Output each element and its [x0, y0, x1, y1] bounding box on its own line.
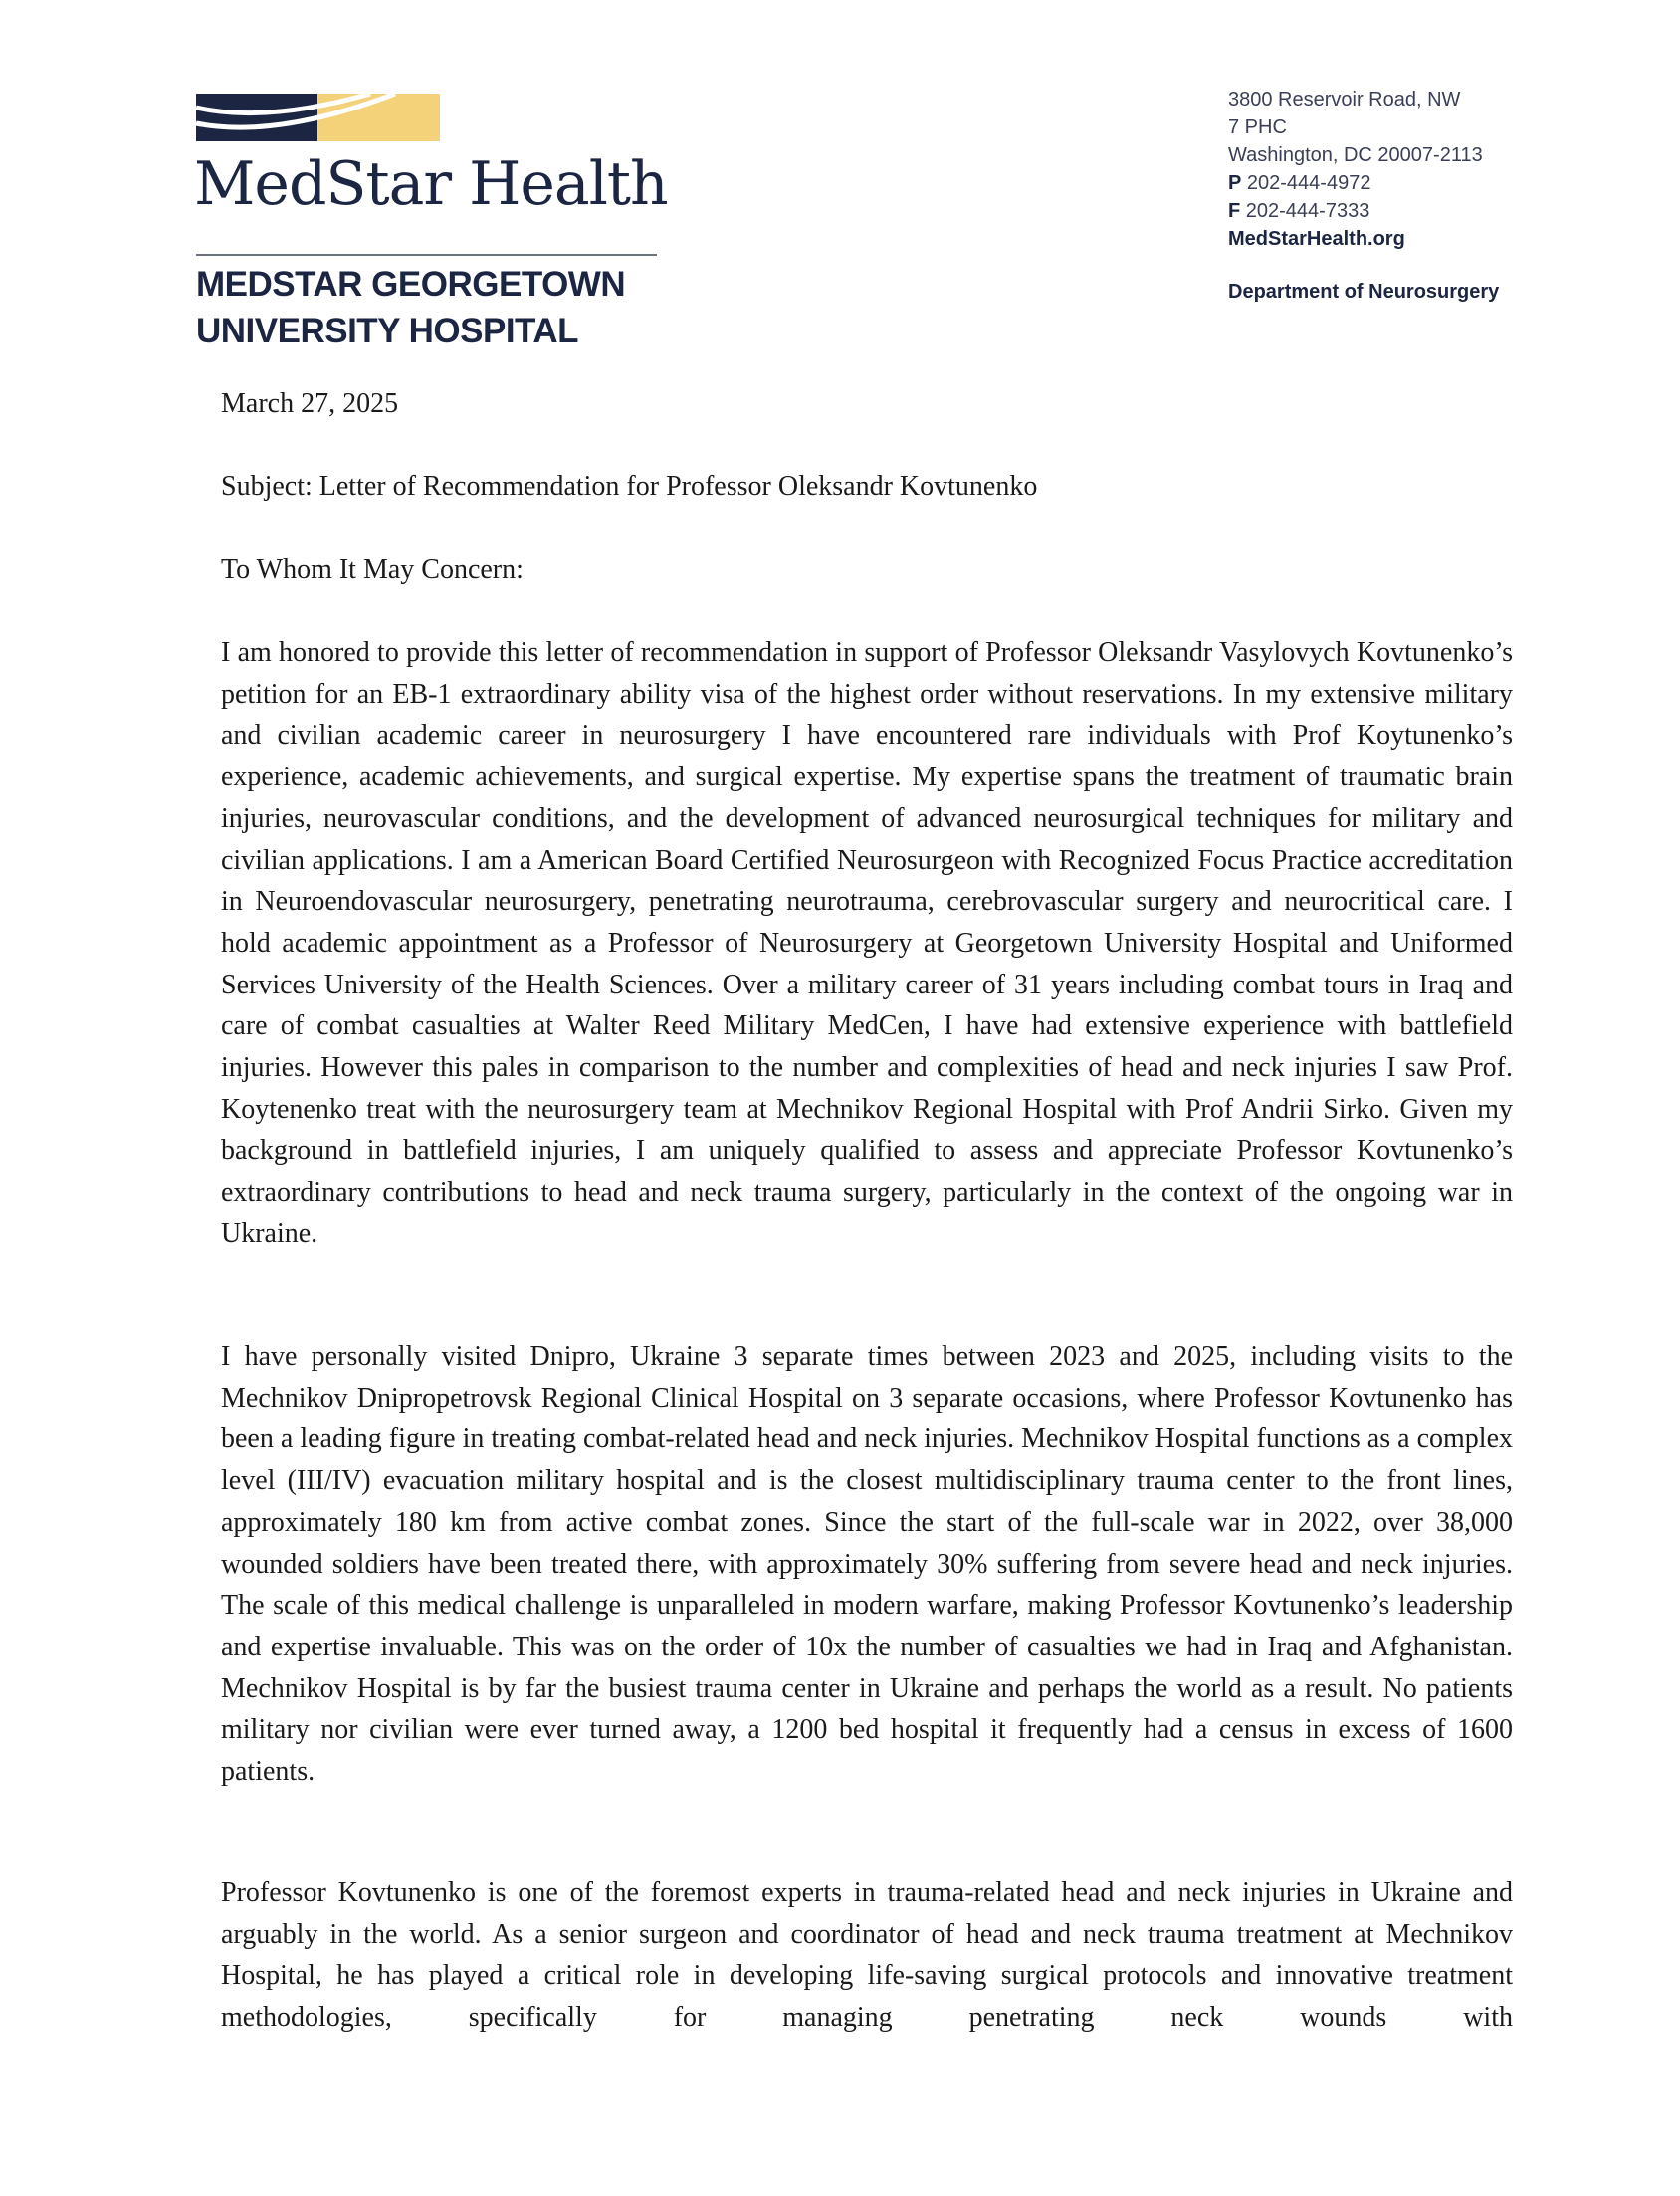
address-line: Washington, DC 20007-2113 [1228, 144, 1483, 166]
paragraph: Professor Kovtunenko is one of the foremost experts in trauma-related head and neck injuries in Ukraine and arguably in the world. As a senior surgeon and coordinator of head and neck trauma treatment at Mechnikov Hospital, he has played a critical role in developing life-saving surgical protocols and innovative treatment methodologies, specifically for managing penetrating neck wounds with [221, 1877, 1513, 2034]
hospital-name-line2: UNIVERSITY HOSPITAL [196, 312, 578, 350]
brand-name: MedStar Health [194, 149, 668, 219]
address-line: 3800 Reservoir Road, NW [1228, 89, 1461, 110]
letter-date: March 27, 2025 [221, 388, 399, 419]
website: MedStarHealth.org [1228, 228, 1405, 250]
hospital-name-line1: MEDSTAR GEORGETOWN [196, 265, 626, 304]
address-block [1228, 86, 1483, 253]
paragraph: I am honored to provide this letter of recommendation in support of Professor Oleksandr Vasylovych Kovtunenko’s petition for an EB-1 extraordinary ability visa of the highest order without reservations. In my extensive military and civilian academic career in neurosurgery I have encountered rare individuals with Prof Koytunenko’s experience, academic achievements, and surgical expertise. My expertise spans the treatment of traumatic brain injuries, neurovascular conditions, and the development of advanced neurosurgical techniques for military and civilian applications. I am a American Board Certified Neurosurgeon with Recognized Focus Practice accreditation in Neuroendovascular neurosurgery, penetrating neurotrauma, cerebrovascular surgery and neurocritical care. I hold academic appointment as a Professor of Neurosurgery at Georgetown University Hospital and Uniformed Services University of the Health Sciences. Over a military career of 31 years including combat tours in Iraq and care of combat casualties at Walter Reed Military MedCen, I have had extensive experience with battlefield injuries. However this pales in comparison to the number and complexities of head and neck injuries I saw Prof. Koytenenko treat with the neurosurgery team at Mechnikov Regional Hospital with Prof Andrii Sirko. Given my background in battlefield injuries, I am uniquely qualified to assess and appreciate Professor Kovtunenko’s extraordinary contributions to head and neck trauma surgery, particularly in the context of the ongoing war in Ukraine. [221, 637, 1513, 1249]
fax: F 202-444-7333 [1228, 200, 1370, 222]
phone: P 202-444-4972 [1228, 172, 1371, 194]
letter-subject: Subject: Letter of Recommendation for Professor Oleksandr Kovtunenko [221, 471, 1038, 502]
medstar-logo-icon [196, 94, 440, 141]
salutation: To Whom It May Concern: [221, 554, 524, 585]
divider [196, 254, 657, 256]
address-line: 7 PHC [1228, 116, 1287, 138]
paragraph: I have personally visited Dnipro, Ukraine 3 separate times between 2023 and 2025, including visits to the Mechnikov Dnipropetrovsk Regional Clinical Hospital on 3 separate occasions, where Professor Kovtunenko has been a leading figure in treating combat-related head and neck injuries. Mechnikov Hospital functions as a complex level (III/IV) evacuation military hospital and is the closest multidisciplinary trauma center to the front lines, approximately 180 km from active combat zones. Since the start of the full-scale war in 2022, over 38,000 wounded soldiers have been treated there, with approximately 30% suffering from severe head and neck injuries. The scale of this medical challenge is unparalleled in modern warfare, making Professor Kovtunenko’s leadership and expertise invaluable. This was on the order of 10x the number of casualties we had in Iraq and Afghanistan. Mechnikov Hospital is by far the busiest trauma center in Ukraine and perhaps the world as a result. No patients military nor civilian were ever turned away, a 1200 bed hospital it frequently had a census in excess of 1600 patients. [221, 1341, 1513, 1788]
department: Department of Neurosurgery [1228, 281, 1500, 303]
